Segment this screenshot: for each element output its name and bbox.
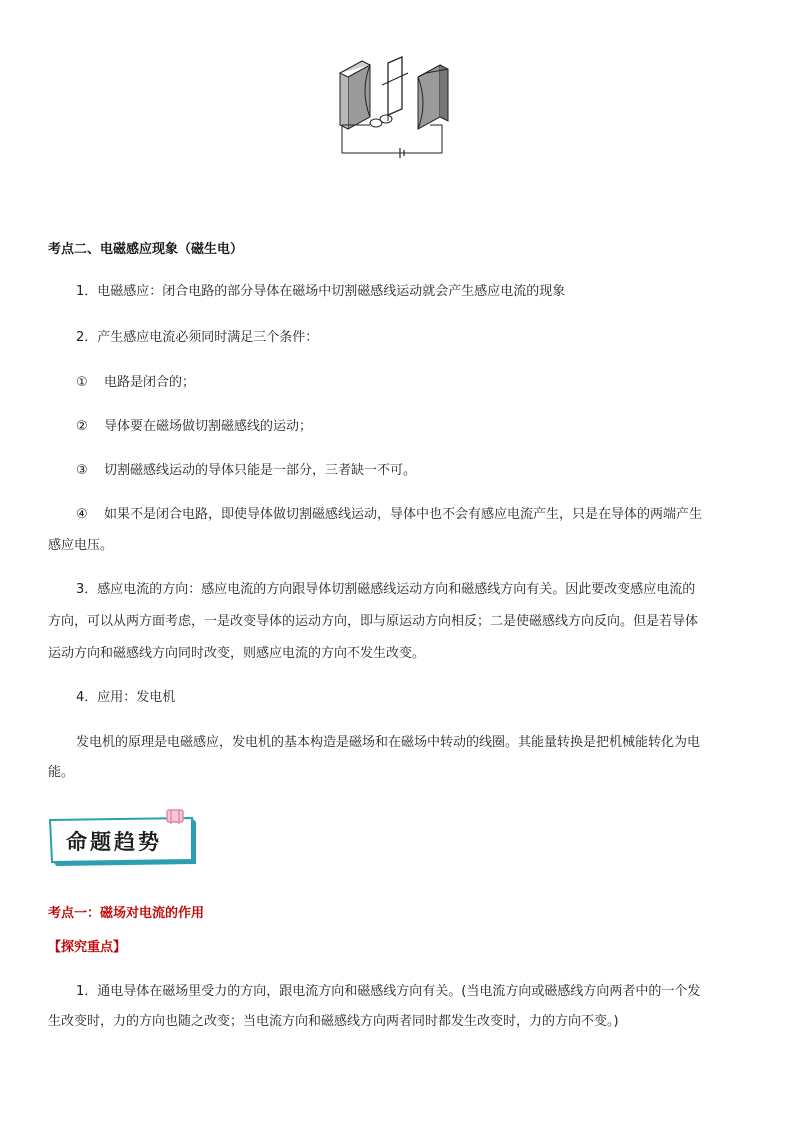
trend-title: 考点一：磁场对电流的作用 <box>48 906 205 921</box>
condition-1 <box>76 368 766 398</box>
condition-2 <box>76 412 766 442</box>
condition-text: 如果不是闭合电路，即使导体做切割磁感线运动，导体中也不会有感应电流产生，只是在导体的两端产生 <box>104 507 703 522</box>
paragraph-5-line-1: 发电机的原理是电磁感应，发电机的基本构造是磁场和在磁场中转动的线圈。其能量转换是把机械能转化为电 <box>76 735 701 750</box>
condition-text: 电路是闭合的； <box>104 375 196 390</box>
condition-marker: ① <box>76 375 88 390</box>
banner-label: 命题趋势 <box>66 829 162 854</box>
trend-paragraph-line-1: 1．通电导体在磁场里受力的方向，跟电流方向和磁感线方向有关。(当电流方向或磁感线方向两者中的一个发 <box>76 984 701 999</box>
condition-4-continuation: 感应电压。 <box>48 538 114 553</box>
trend-subtitle: 【探究重点】 <box>48 940 127 955</box>
condition-marker: ③ <box>76 463 88 478</box>
section-title: 考点二、电磁感应现象（磁生电） <box>48 242 244 257</box>
paragraph-5-line-2: 能。 <box>48 765 75 780</box>
section-banner <box>46 812 198 868</box>
clip-icon <box>164 808 186 826</box>
paragraph-4: 4．应用：发电机 <box>76 690 176 705</box>
paragraph-2: 2．产生感应电流必须同时满足三个条件： <box>76 330 319 345</box>
paragraph-3-line-1: 3．感应电流的方向：感应电流的方向跟导体切割磁感线运动方向和磁感线方向有关。因此要改变感应电流的 <box>76 582 696 597</box>
condition-text: 导体要在磁场做切割磁感线的运动； <box>104 419 313 434</box>
condition-marker: ④ <box>76 507 88 522</box>
condition-marker: ② <box>76 419 88 434</box>
trend-paragraph-line-2: 生改变时，力的方向也随之改变；当电流方向和磁感线方向两者同时都发生改变时，力的方向不变。) <box>48 1014 619 1029</box>
generator-diagram-icon <box>330 55 455 160</box>
condition-text: 切割磁感线运动的导体只能是一部分，三者缺一不可。 <box>104 463 417 478</box>
paragraph-3-line-3: 运动方向和磁感线方向同时改变，则感应电流的方向不发生改变。 <box>48 646 426 661</box>
paragraph-3-line-2: 方向，可以从两方面考虑，一是改变导体的运动方向，即与原运动方向相反；二是使磁感线方向反向。但是若导体 <box>48 614 699 629</box>
paragraph-1: 1．电磁感应：闭合电路的部分导体在磁场中切割磁感线运动就会产生感应电流的现象 <box>76 284 566 299</box>
condition-4 <box>76 500 766 530</box>
condition-3 <box>76 456 766 486</box>
